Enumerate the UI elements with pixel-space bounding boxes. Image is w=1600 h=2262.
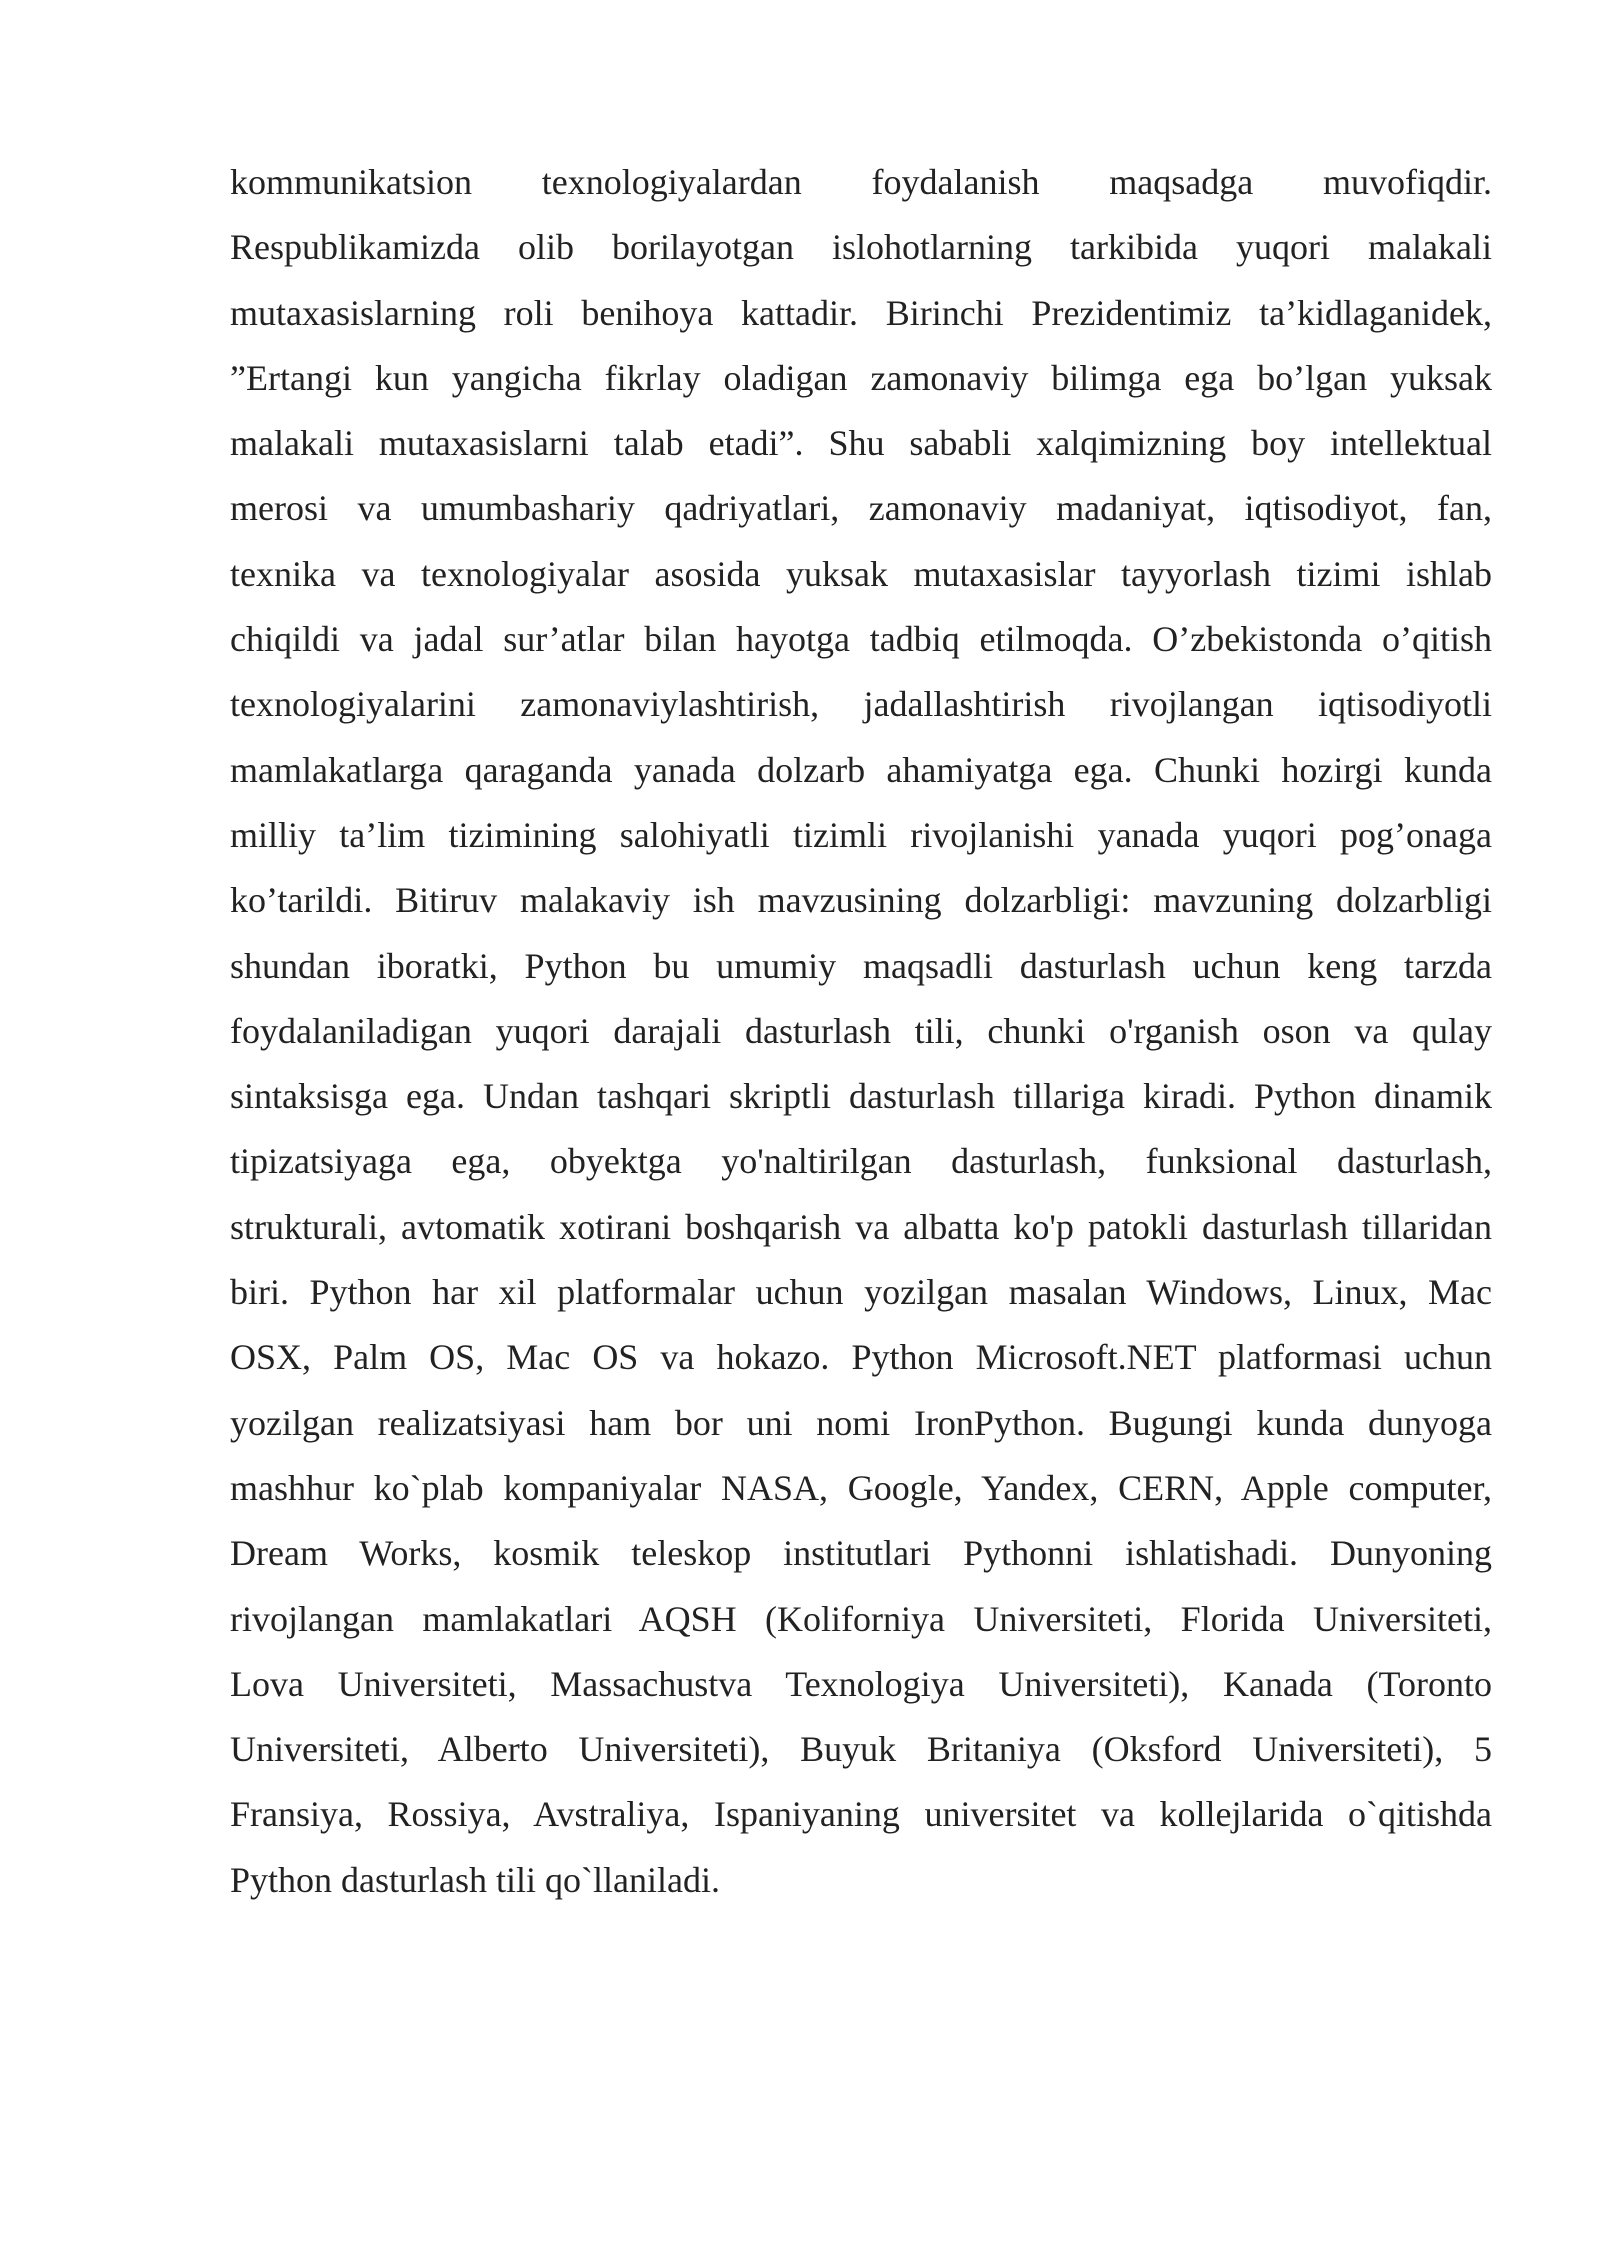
text-line: merosi va umumbashariy qadriyatlari, zamonaviy madaniyat, iqtisodiyot, fan, xyxy=(230,488,1492,529)
text-line: texnika va texnologiyalar asosida yuksak mutaxasislar tayyorlash tizimi ishlab xyxy=(230,553,1492,594)
text-line: Respublikamizda olib borilayotgan islohotlarning tarkibida yuqori malakali xyxy=(230,227,1492,268)
text-line: tipizatsiyaga ega, obyektga yo'naltirilgan dasturlash, funksional dasturlash, xyxy=(230,1141,1492,1182)
text-line: sintaksisga ega. Undan tashqari skriptli dasturlash tillariga kiradi. Python dinamik xyxy=(230,1076,1492,1117)
text-line: mamlakatlarga qaraganda yanada dolzarb ahamiyatga ega. Chunki hozirgi kunda xyxy=(230,749,1492,790)
text-line: strukturali, avtomatik xotirani boshqarish va albatta ko'p patokli dasturlash tillaridan xyxy=(230,1206,1492,1247)
text-line: kommunikatsion texnologiyalardan foydalanish maqsadga muvofiqdir. xyxy=(230,162,1492,202)
text-line: OSX, Palm OS, Mac OS va hokazo. Python Microsoft.NET platformasi uchun xyxy=(230,1337,1492,1378)
text-line: mashhur ko`plab kompaniyalar NASA, Google, Yandex, CERN, Apple computer, xyxy=(230,1467,1492,1508)
text-line: Dream Works, kosmik teleskop institutlari Pythonni ishlatishadi. Dunyoning xyxy=(230,1533,1492,1574)
text-line-last: Python dasturlash tili qo`llaniladi. xyxy=(230,1859,720,1900)
text-line: texnologiyalarini zamonaviylashtirish, jadallashtirish rivojlangan iqtisodiyotli xyxy=(230,684,1492,725)
text-line: milliy ta’lim tizimining salohiyatli tizimli rivojlanishi yanada yuqori pog’onaga xyxy=(230,814,1492,855)
body-paragraph xyxy=(230,150,1492,1913)
text-line: shundan iboratki, Python bu umumiy maqsadli dasturlash uchun keng tarzda xyxy=(230,945,1492,986)
text-line: biri. Python har xil platformalar uchun yozilgan masalan Windows, Linux, Mac xyxy=(230,1272,1492,1313)
text-line: chiqildi va jadal sur’atlar bilan hayotga tadbiq etilmoqda. O’zbekistonda o’qitish xyxy=(230,619,1492,660)
text-line: ko’tarildi. Bitiruv malakaviy ish mavzusining dolzarbligi: mavzuning dolzarbligi xyxy=(230,880,1492,921)
text-line: foydalaniladigan yuqori darajali dasturlash tili, chunki o'rganish oson va qulay xyxy=(230,1010,1492,1051)
text-line: malakali mutaxasislarni talab etadi”. Shu sababli xalqimizning boy intellektual xyxy=(230,423,1492,464)
text-line: yozilgan realizatsiyasi ham bor uni nomi IronPython. Bugungi kunda dunyoga xyxy=(230,1402,1492,1443)
text-line: Universiteti, Alberto Universiteti), Buyuk Britaniya (Oksford Universiteti), 5 xyxy=(230,1729,1492,1770)
text-line: Lova Universiteti, Massachustva Texnologiya Universiteti), Kanada (Toronto xyxy=(230,1663,1492,1704)
text-line: Fransiya, Rossiya, Avstraliya, Ispaniyaning universitet va kollejlarida o`qitishda xyxy=(230,1794,1492,1835)
text-line: rivojlangan mamlakatlari AQSH (Koliforniya Universiteti, Florida Universiteti, xyxy=(230,1598,1492,1639)
text-line: mutaxasislarning roli benihoya kattadir. Birinchi Prezidentimiz ta’kidlaganidek, xyxy=(230,292,1492,333)
text-line: ”Ertangi kun yangicha fikrlay oladigan zamonaviy bilimga ega bo’lgan yuksak xyxy=(230,357,1492,398)
